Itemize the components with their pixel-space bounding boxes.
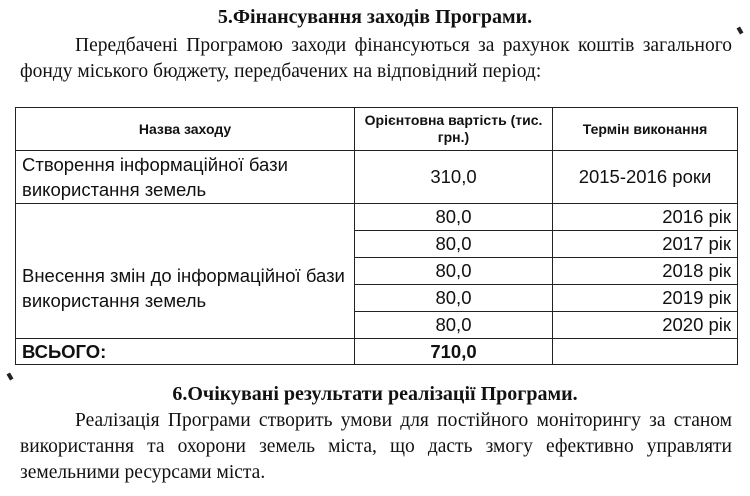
row-1-cost: 310,0: [355, 151, 553, 204]
total-value: 710,0: [355, 339, 553, 365]
indent: [20, 410, 75, 431]
section-6-paragraph-text: Реалізація Програми створить умови для постійного моніторингу за станом використання та охорони земель міста, що дасть змогу ефективно управляти земельними ресурсами міста.: [20, 410, 732, 483]
row-2-cost-2: 80,0: [355, 231, 553, 258]
row-2-cost-4: 80,0: [355, 285, 553, 312]
row-2-term-1: 2016 рік: [553, 204, 738, 231]
section-6-title: 6.Очікувані результати реалізації Програми.: [172, 383, 578, 405]
total-term-empty: [553, 339, 738, 365]
financing-table: [15, 107, 738, 365]
table-row: [16, 204, 738, 231]
table-header-row: [16, 108, 738, 151]
scan-mark: [7, 372, 14, 380]
indent: [20, 35, 75, 56]
row-2-name: Внесення змін до інформаційної бази використання земель: [16, 204, 355, 339]
row-2-term-2: 2017 рік: [553, 231, 738, 258]
table-total-row: [16, 339, 738, 365]
row-2-term-4: 2019 рік: [553, 285, 738, 312]
table-row: [16, 151, 738, 204]
row-2-cost-3: 80,0: [355, 258, 553, 285]
row-2-term-3: 2018 рік: [553, 258, 738, 285]
section-6-paragraph: [20, 408, 732, 486]
section-5-title: 5.Фінансування заходів Програми.: [217, 6, 533, 28]
row-2-term-5: 2020 рік: [553, 312, 738, 339]
row-1-name: Створення інформаційної бази використання земель: [16, 151, 355, 204]
row-2-cost-5: 80,0: [355, 312, 553, 339]
header-term: Термін виконання: [553, 108, 738, 151]
row-1-term: 2015-2016 роки: [553, 151, 738, 204]
section-5-paragraph-text: Передбачені Програмою заходи фінансуються за рахунок коштів загального фонду міського бюджету, передбачених на відповідний період:: [20, 35, 732, 82]
header-name: Назва заходу: [16, 108, 355, 151]
total-label: ВСЬОГО:: [16, 339, 355, 365]
section-5-paragraph: [20, 33, 732, 85]
row-2-cost-1: 80,0: [355, 204, 553, 231]
header-cost: Орієнтовна вартість (тис. грн.): [355, 108, 553, 151]
